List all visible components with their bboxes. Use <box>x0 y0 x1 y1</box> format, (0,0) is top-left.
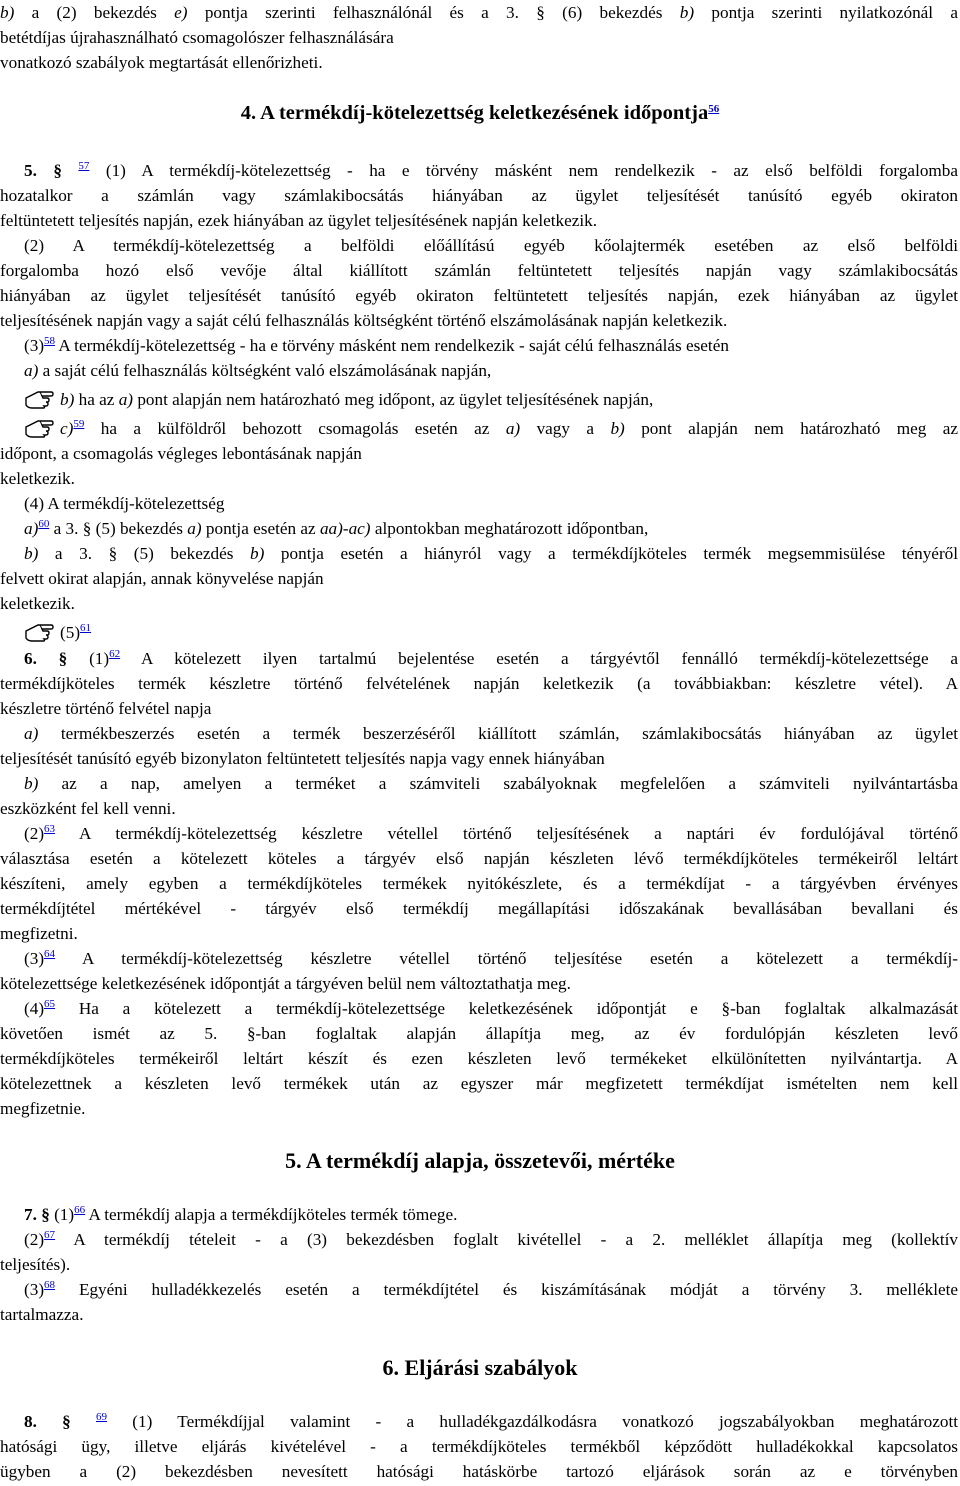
line: megfizetni. <box>0 924 78 943</box>
line: hatósági ügy, illetve eljárás kivételével - a termékdíjköteles termékből képződött hulladékokkal kapcsolatos <box>0 1437 958 1456</box>
footnote-link[interactable]: 62 <box>109 648 121 660</box>
footnote-link[interactable]: 67 <box>44 1229 56 1241</box>
line: b) a 3. § (5) bekezdés b) pontja esetén a hiányról vagy a termékdíjköteles termék megsemmisülése tényéről <box>24 544 959 563</box>
footnote-link[interactable]: 57 <box>78 160 90 172</box>
line: $(4)^{65}$ Ha a kötelezett a termékdíj-kötelezettsége keletkezésének időpontját e §-ban foglaltak alkalmazását <box>24 998 959 1018</box>
line: $(3)^{64}$ A termékdíj-kötelezettség készletre vétellel történő teljesítése esetén a kötelezett a termékdíj- <box>24 948 958 968</box>
line: 5. § $^{57}$ (1) A termékdíj-kötelezettség - ha e törvény másként nem rendelkezik - az első belföldi forgalomba <box>24 160 959 180</box>
line: b) a (2) bekezdés e) pontja szerinti felhasználónál és a 3. § (6) bekezdés b) pontja szerinti nyilatkozónál a <box>0 3 959 22</box>
line: felvett okirat alapján, annak könyvelése napján <box>0 569 324 588</box>
line: 8. § $^{69}$ (1) Termékdíjjal valamint - a hulladékgazdálkodásra vonatkozó jogszabályokban meghatározott <box>24 1411 959 1431</box>
line: teljesítés). <box>0 1255 71 1274</box>
line: $(2)^{63}$ A termékdíj-kötelezettség készletre vétellel történő teljesítésének a naptári év fordulójával történő <box>24 823 959 843</box>
line: tartalmazza. <box>0 1305 84 1324</box>
line: $(3)^{58}$ A termékdíj-kötelezettség - ha e törvény másként nem rendelkezik - saját célú felhasználás esetén <box>24 335 729 355</box>
line: termékdíjtétel mértékével - tárgyév első termékdíj megállapítási időszakának bevallásában bevallani és <box>0 899 958 918</box>
line: betétdíjas újrahasználható csomagolószer felhasználására <box>0 28 394 47</box>
line: 6. § $(1)^{62}$ A kötelezett ilyen tartalmú bejelentése esetén a tárgyévtől fennálló termékdíj-kötelezettsége a <box>24 648 959 668</box>
line: keletkezik. <box>0 469 75 488</box>
line: készíteni, amely egyben a termékdíjköteles termékek nyitókészlete, és a termékdíjat - a tárgyévben érvényes <box>0 874 958 893</box>
footnote-link[interactable]: 68 <box>44 1279 56 1291</box>
pointing-hand-icon[interactable] <box>24 389 54 416</box>
section-heading-6: 6. Eljárási szabályok <box>382 1355 578 1380</box>
line: kötelezettnek a készleten levő termékek után az egyszer már megfizetett termékdíjat ismételten nem kell <box>0 1074 958 1093</box>
line: termékdíjköteles termék készletre történő felvételének napján keletkezik (a továbbiakban: készletre vétel). A <box>0 674 958 693</box>
line: termékdíjköteles termékeiről leltárt készít és ezen készleten levő termékeket elkülönítetten nyilvántartja. A <box>0 1049 958 1068</box>
footnote-link[interactable]: 60 <box>38 518 50 530</box>
item-mark: b) <box>0 3 15 22</box>
line: eszközként fel kell venni. <box>0 799 176 818</box>
line: a) termékbeszerzés esetén a termék beszerzéséről kiállított számlán, számlakibocsátás hiányában az ügylet <box>24 724 959 743</box>
line: a) a saját célú felhasználás költségként való elszámolásának napján, <box>24 361 492 380</box>
line: kötelezettsége keletkezésének időpontját a tárgyéven belül nem változtathatja meg. <box>0 974 571 993</box>
line: 7. § $(1)^{66}$ A termékdíj alapja a termékdíjköteles termék tömege. <box>24 1204 458 1224</box>
footnote-link[interactable]: 56 <box>708 103 720 115</box>
line: b) az a nap, amelyen a terméket a számviteli szabályoknak megfelelően a számviteli nyilvántartásba <box>24 774 959 793</box>
footnote-link[interactable]: 69 <box>96 1411 108 1423</box>
line: megfizetnie. <box>0 1099 86 1118</box>
line: a)$^{60}$ a 3. § (5) bekezdés a) pontja esetén az aa)-ac) alpontokban meghatározott időpontban, <box>24 518 649 538</box>
line: készletre történő felvétel napja <box>0 699 212 718</box>
line: (2) A termékdíj-kötelezettség a belföldi előállítású egyéb kőolajtermék esetében az első belföldi <box>24 236 958 255</box>
line: feltüntetett teljesítés napján, ezek hiányában az ügylet teljesítésének napján keletkezik. <box>0 211 598 230</box>
line: $(5)^{61}$ <box>24 620 91 649</box>
line: forgalomba hozó első vevője által kiállított számlán feltüntetett teljesítés napján vagy számlakibocsátás <box>0 261 958 280</box>
line: teljesítésének napján vagy a saját célú felhasználás költségként történő elszámolásának napján keletkezik. <box>0 311 728 330</box>
section-heading-5: 5. A termékdíj alapja, összetevői, mértéke <box>285 1148 675 1173</box>
line: időpont, a csomagolás végleges lebontásának napján <box>0 444 362 463</box>
footnote-link[interactable]: 63 <box>44 823 56 835</box>
line: hiányában az ügylet teljesítését tanúsító egyéb okiraton feltüntetett teljesítés napján, ezek hiányában az ügylet <box>0 286 958 305</box>
line: vonatkozó szabályok megtartását ellenőrizheti. <box>0 53 323 72</box>
line: választása esetén a kötelezett köteles a tárgyév első napján készleten lévő termékdíjköteles termékeiről leltárt <box>0 849 958 868</box>
footnote-link[interactable]: 59 <box>73 418 85 430</box>
line: (4) A termékdíj-kötelezettség <box>24 494 225 513</box>
line: $(2)^{67}$ A termékdíj tételeit - a (3) bekezdésben foglalt kivétellel - a 2. melléklet állapítja meg (kollektív <box>24 1229 958 1249</box>
line: teljesítését tanúsító egyéb bizonylaton feltüntetett teljesítés napja vagy ennek hiányában <box>0 749 605 768</box>
footnote-link[interactable]: 61 <box>80 622 92 634</box>
footnote-link[interactable]: 64 <box>44 948 56 960</box>
footnote-link[interactable]: 65 <box>44 998 56 1010</box>
section-heading-4: 4. A termékdíj-kötelezettség keletkezésének időpontja$^{56}$ <box>240 102 720 124</box>
footnote-link[interactable]: 66 <box>74 1204 86 1216</box>
line: követően ismét az 5. §-ban foglaltak alapján állapítja meg, az év fordulópján készleten levő <box>0 1024 958 1043</box>
line: $(3)^{68}$ Egyéni hulladékkezelés esetén a termékdíjtétel és kiszámításának módját a törvény 3. melléklete <box>24 1279 958 1299</box>
line: keletkezik. <box>0 594 75 613</box>
line: b) ha az a) pont alapján nem határozható meg időpont, az ügylet teljesítésének napján, <box>24 387 653 416</box>
line: hozatalkor a számlán vagy számlakibocsátás hiányában az ügylet teljesítését tanúsító egyéb okiraton <box>0 186 958 205</box>
footnote-link[interactable]: 58 <box>44 335 56 347</box>
line: ügyben a (2) bekezdésben nevesített hatósági hatáskörbe tartozó eljárások során az e törvényben <box>0 1462 958 1481</box>
line: c)$^{59}$ ha a külföldről behozott csomagolás esetén az a) vagy a b) pont alapján nem határozható meg az <box>24 416 958 445</box>
